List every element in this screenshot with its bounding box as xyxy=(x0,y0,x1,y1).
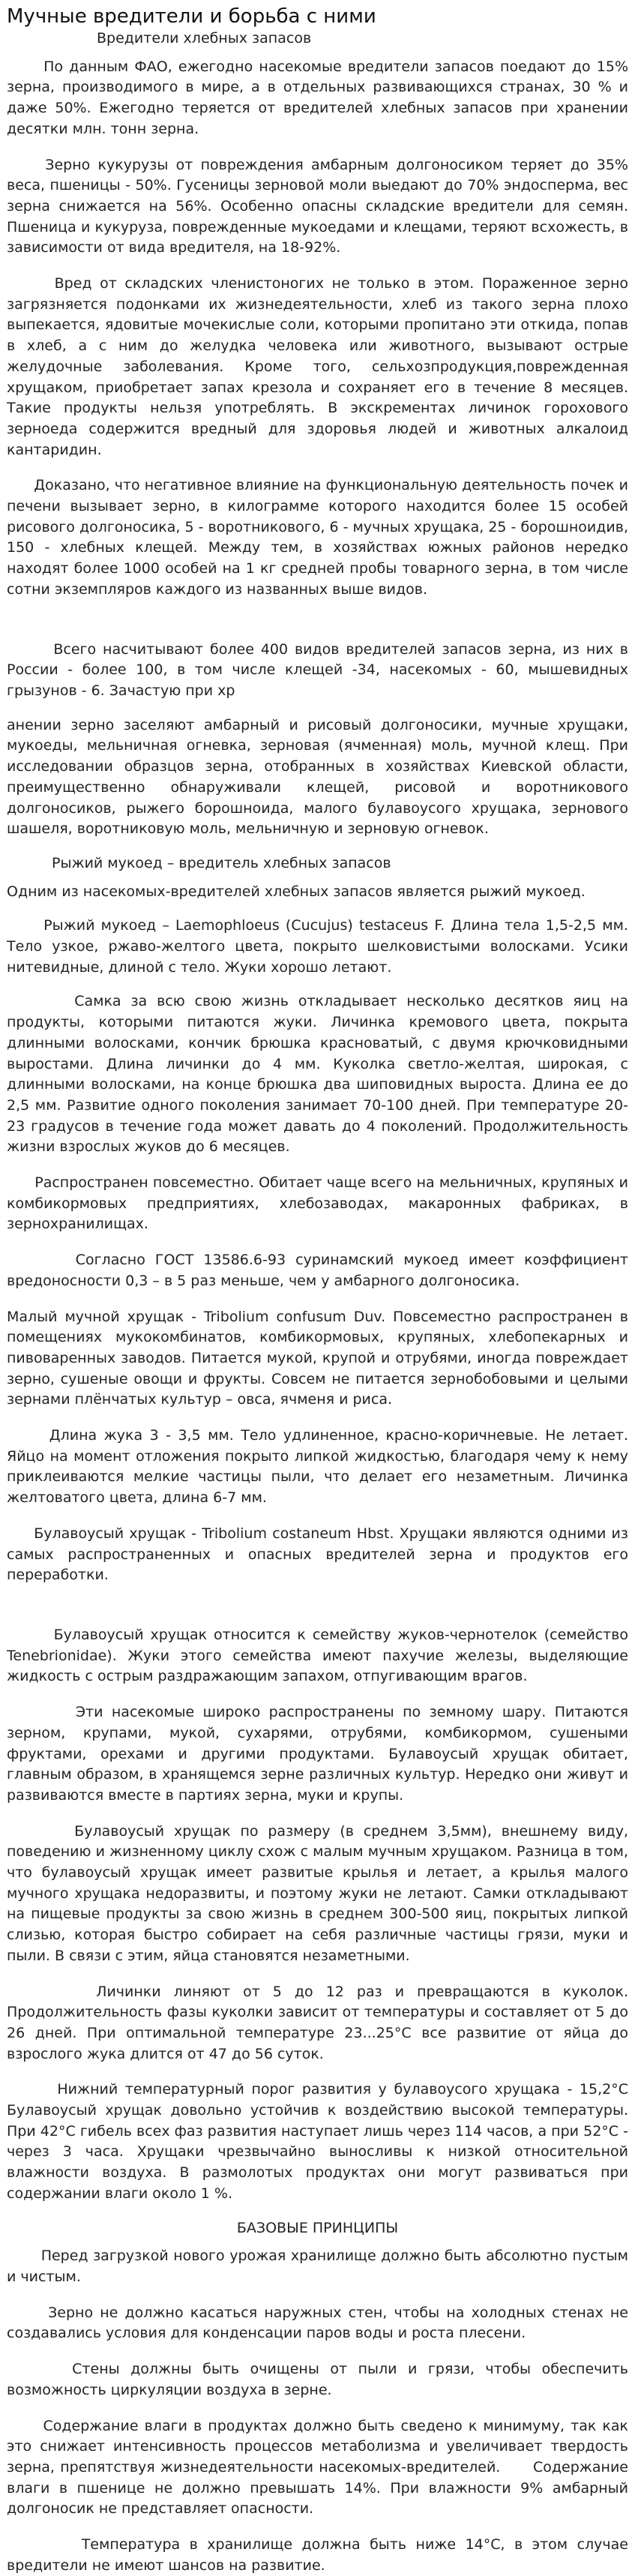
paragraph-fao-losses: По данным ФАО, ежегодно насекомые вредители запасов поедают до 15% зерна, производимого в мире, а в отдельных развивающихся странах, 30 % и даже 50%. Ежегодно теряется от вредителей хлебных запасов при хранении десятки млн. тонн зерна. xyxy=(7,58,628,137)
paragraph-harm: Вред от складских членистоногих не только в этом. Пораженное зерно загрязняется подонками их жизнедеятельности, хлеб из такого зерна плохо выпекается, ядовитые мочекислые соли, которыми пропитано эти откида, попав в хлеб, а с ним до желудка человека или животного, вызывают острые желудочные заболевания. Кроме того, сельхозпродукция,поврежденная хрущаком, приобретает запах крезола и сохраняет его в течение 8 месяцев. Такие продукты нельзя употреблять. В экскрементах личинок горохового зерноеда содержится вредный для здоровья людей и животных алкалоид кантаридин. xyxy=(7,275,628,458)
paragraph-mukoed-lifecycle: Самка за всю свою жизнь откладывает несколько десятков яиц на продукты, которыми питаются жуки. Личинка кремового цвета, покрыта длинными волосками, кончик брюшка красноватый, с двумя крючковидными выростами. Длина личинки до 4 мм. Куколка светло-желтая, широкая, с длинными волосками, на конце брюшка два шиповидных выроста. Длина ее до 2,5 мм. Развитие одного поколения занимает 70-100 дней. При температуре 20-23 градусов в течение года может давать до 4 поколений. Продолжительность жизни взрослых жуков до 6 месяцев. xyxy=(7,993,628,1156)
paragraph-storage-temperature: Температура в хранилище должна быть ниже 14°С, в этом случае вредители не имеют шансов на развитие. xyxy=(7,2536,628,2574)
page-title: Мучные вредители и борьба с ними xyxy=(7,5,376,28)
paragraph-empty-storage: Перед загрузкой нового урожая хранилище должно быть абсолютно пустым и чистым. xyxy=(7,2248,628,2285)
article-subtitle: Вредители хлебных запасов xyxy=(97,30,312,46)
section-heading-mukoed: Рыжий мукоед – вредитель хлебных запасов xyxy=(52,854,391,871)
paragraph-gost: Согласно ГОСТ 13586.6-93 суринамский мукоед имеет коэффициент вредоносности 0,3 – в 5 раз меньше, чем у амбарного долгоносика. xyxy=(7,1252,628,1289)
section-heading-base-principles: БАЗОВЫЕ ПРИНЦИПЫ xyxy=(236,2219,399,2236)
paragraph-mukoed-description: Рыжий мукоед – Laemophloeus (Cucujus) testaceus F. Длина тела 1,5-2,5 мм. Тело узкое, ржаво-желтого цвета, покрыто шелковистыми волосками. Усики нитевидные, длиной с тело. Жуки хорошо летают. xyxy=(7,917,628,976)
paragraph-species-count: Всего насчитывают более 400 видов вредителей запасов зерна, из них в России - более 100, в том числе клещей -34, насекомых - 60, мышевидных грызунов - 6. Зачастую при хр xyxy=(7,640,628,699)
paragraph-mukoed-distribution: Распространен повсеместно. Обитает чаще всего на мельничных, крупяных и комбикормовых предприятиях, хлебозаводах, макаронных фабриках, в зернохранилищах. xyxy=(7,1174,628,1233)
paragraph-temperature-threshold: Нижний температурный порог развития у булавоусого хрущака - 15,2°С Булавоусый хрущак довольно устойчив к воздействию высокой температуры. При 42°С гибель всех фаз развития наступает лишь через 114 часов, а при 52°С - через 3 часа. Хрущаки чрезвычайно выносливы к низкой относительной влажности воздуха. В размолотых продуктах они могут развиваться при содержании влаги около 1 %. xyxy=(7,2081,628,2202)
paragraph-proven-effects: Доказано, что негативное влияние на функциональную деятельность почек и печени вызывает зерно, в килограмме которого находится более 15 особей рисового долгоносика, 5 - воротникового, 6 - мучных хрущака, 25 - борошноидив, 150 - хлебных клещей. Между тем, в хозяйствах южных районов нередко находят более 1000 особей на 1 кг средней пробы товарного зерна, в том числе сотни экземпляров каждого из названных выше видов. xyxy=(7,477,628,598)
paragraph-size-behaviour: Булавоусый хрущак по размеру (в среднем 3,5мм), внешнему виду, поведению и жизненному циклу схож с малым мучным хрущаком. Разница в том, что булавоусый хрущак имеет развитые крылья и летает, а крылья малого мучного хрущака недоразвиты, и поэтому жуки не летают. Самки откладывают на пищевые продукты за свою жизнь в среднем 300-500 яиц, покрытых липкой слизью, которая быстро собирает на себя различные частицы грязи, муки и пыли. В связи с этим, яйца становятся незаметными. xyxy=(7,1822,628,1964)
paragraph-tenebrionidae: Булавоусый хрущак относится к семейству жуков-чернотелок (семейство Tenebrionidae). Жуки этого семейства имеют пахучие железы, выделяющие жидкость с острым раздражающим запахом, отпугивающим врагов. xyxy=(7,1627,628,1685)
paragraph-clean-walls: Стены должны быть очищены от пыли и грязи, чтобы обеспечить возможность циркуляции воздуха в зерне. xyxy=(7,2361,628,2398)
paragraph-moisture: Содержание влаги в продуктах должно быть сведено к минимуму, так как это снижает интенсивность процессов метаболизма и увеличивает твердость зерна, препятствуя жизнедеятельности насекомых-вредителей. Содержание влаги в пшенице не должно превышать 14%. При влажности 9% амбарный долгоносик не представляет опасности. xyxy=(7,2417,628,2518)
paragraph-larvae: Личинки линяют от 5 до 12 раз и превращаются в куколок. Продолжительность фазы куколки зависит от температуры и составляет от 5 до 26 дней. При оптимальной температуре 23...25°С все развитие от яйца до взрослого жука длится от 47 до 56 суток. xyxy=(7,1983,628,2062)
paragraph-mukoed-intro: Одним из насекомых-вредителей хлебных запасов является рыжий мукоед. xyxy=(7,883,586,900)
paragraph-small-flour-beetle: Малый мучной хрущак - Tribolium confusum Duv. Повсеместно распространен в помещениях мукокомбинатов, комбикормовых, крупяных, хлебопекарных и пивоваренных заводов. Питается мукой, крупой и отрубями, иногда повреждает зерно, сушеные овощи и фрукты. Совсем не питается зернобобовыми и целыми зернами плёнчатых культур – овса, ячменя и риса. xyxy=(7,1308,628,1408)
paragraph-beetle-length: Длина жука 3 - 3,5 мм. Тело удлиненное, красно-коричневые. Не летает. Яйцо на момент отложения покрыто липкой жидкостью, благодаря чему к нему приклеиваются мелкие частицы пыли, что делает его незаметным. Личинка желтоватого цвета, длина 6-7 мм. xyxy=(7,1427,628,1507)
paragraph-grain-weight-loss: Зерно кукурузы от повреждения амбарным долгоносиком теряет до 35% веса, пшеницы - 50%. Гусеницы зерновой моли выедают до 70% эндосперма, вес зерна снижается на 56%. Особенно опасны складские вредители для семян. Пшеница и кукуруза, поврежденные мукоедами и клещами, теряют всхожесть, в зависимости от вида вредителя, на 18-92%. xyxy=(7,156,628,256)
paragraph-kiev-samples: анении зерно заселяют амбарный и рисовый долгоносики, мучные хрущаки, мукоеды, мельничная огневка, зерновая (ячменная) моль, мучной клещ. При исследовании образцов зерна, отобранных в хозяйствах Киевской области, преимущественно обнаруживали клещей, рисовой и воротникового долгоносиков, рыжего борошноида, малого булавоусого хрущака, зернового шашеля, воротниковую моль, мельничную и зерновую огневок. xyxy=(7,716,628,838)
paragraph-red-flour-beetle: Булавоусый хрущак - Tribolium costaneum Hbst. Хрущаки являются одними из самых распространенных и опасных вредителей зерна и продуктов его переработки. xyxy=(7,1525,628,1584)
paragraph-distribution-world: Эти насекомые широко распространены по земному шару. Питаются зерном, крупами, мукой, сухарями, отрубями, комбикормом, сушеными фруктами, орехами и другими продуктами. Булавоусый хрущак обитает, главным образом, в хранящемся зерне различных культур. Нередко они живут и развиваются вместе в партиях зерна, муки и крупы. xyxy=(7,1704,628,1804)
paragraph-outer-walls: Зерно не должно касаться наружных стен, чтобы на холодных стенах не создавались условия для конденсации паров воды и роста плесени. xyxy=(7,2304,628,2342)
